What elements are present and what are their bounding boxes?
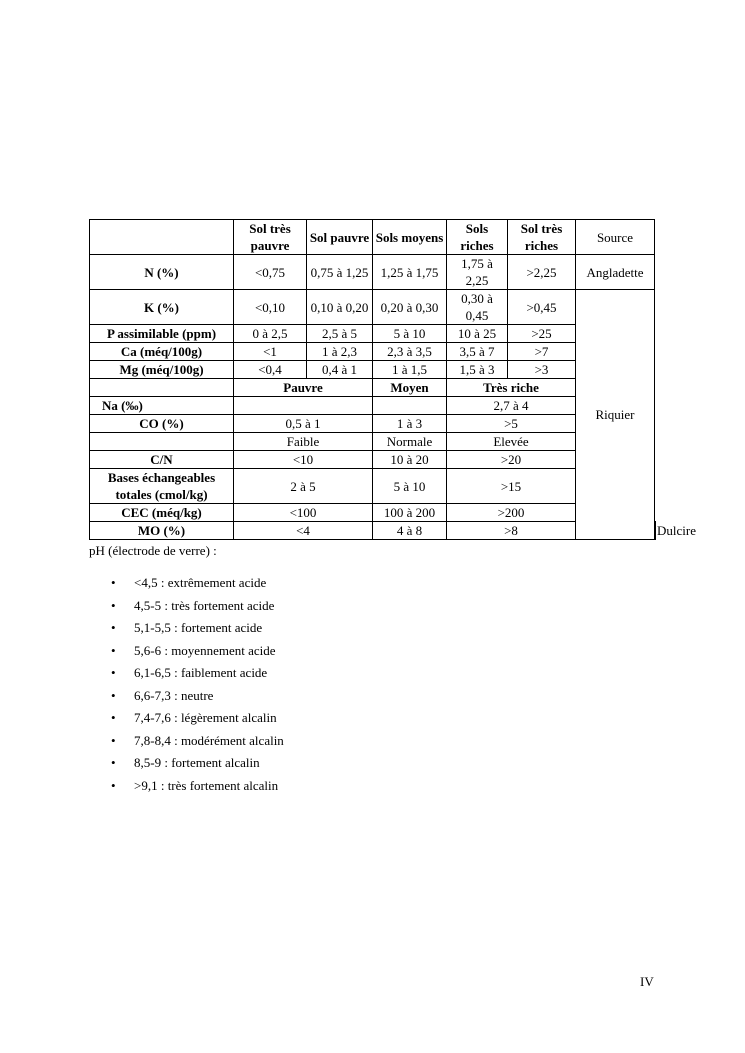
list-item — [111, 709, 284, 732]
bullet-icon: • — [111, 755, 116, 770]
subheader-pauvre: Pauvre — [234, 379, 373, 397]
row-label-bases: Bases échangeables totales (cmol/kg) — [90, 469, 234, 504]
subheader-tres-riche: Très riche — [447, 379, 576, 397]
ph-title: pH (électrode de verre) : — [89, 543, 217, 558]
table-subheader-row — [90, 379, 656, 397]
row-label-k: K (%) — [90, 290, 234, 325]
table-row-cn — [90, 451, 656, 469]
list-item-text: 6,1-6,5 : faiblement acide — [134, 665, 268, 680]
table-row-co — [90, 415, 656, 433]
list-item — [111, 687, 284, 710]
list-item — [111, 642, 284, 665]
cell: 3,5 à 7 — [447, 343, 508, 361]
cell: 1 à 2,3 — [307, 343, 373, 361]
bullet-icon: • — [111, 665, 116, 680]
table-row-na — [90, 397, 656, 415]
cell: 1,5 à 3 — [447, 361, 508, 379]
cell — [373, 397, 447, 415]
cell: >200 — [447, 504, 576, 522]
row-label-cec: CEC (méq/kg) — [90, 504, 234, 522]
cell: 1 à 1,5 — [373, 361, 447, 379]
soil-fertility-table — [89, 219, 696, 540]
cell: 0,30 à 0,45 — [447, 290, 508, 325]
cell: 2,3 à 3,5 — [373, 343, 447, 361]
cell: 10 à 25 — [447, 325, 508, 343]
table-row-mg — [90, 361, 656, 379]
cell — [234, 397, 373, 415]
row-label-na: Na (‰) — [90, 397, 234, 415]
cell: 100 à 200 — [373, 504, 447, 522]
cell: >3 — [508, 361, 576, 379]
list-item-text: 7,8-8,4 : modérément alcalin — [134, 732, 284, 748]
table-row-p — [90, 325, 656, 343]
table-row-ca — [90, 343, 656, 361]
cell: 2 à 5 — [234, 469, 373, 504]
row-label-cn: C/N — [90, 451, 234, 469]
cell: 0,20 à 0,30 — [373, 290, 447, 325]
row-label-n: N (%) — [90, 255, 234, 290]
cell: 0,10 à 0,20 — [307, 290, 373, 325]
cell: <1 — [234, 343, 307, 361]
cell: 0,75 à 1,25 — [307, 255, 373, 290]
row-label-ca: Ca (méq/100g) — [90, 343, 234, 361]
ph-list — [111, 574, 284, 799]
header-sols-moyens: Sols moyens — [373, 220, 447, 255]
bullet-icon: • — [111, 710, 116, 725]
subheader2-faible: Faible — [234, 433, 373, 451]
cell: >0,45 — [508, 290, 576, 325]
list-item-text: 8,5-9 : fortement alcalin — [134, 755, 260, 770]
cell: <0,10 — [234, 290, 307, 325]
bullet-icon: • — [111, 687, 116, 703]
row-label-mg: Mg (méq/100g) — [90, 361, 234, 379]
table-row-cec — [90, 504, 656, 522]
list-item — [111, 777, 284, 800]
list-item-text: 6,6-7,3 : neutre — [134, 687, 214, 703]
cell: 0,5 à 1 — [234, 415, 373, 433]
page-number: IV — [640, 974, 654, 989]
table-row-mo — [90, 522, 656, 540]
cell: 10 à 20 — [373, 451, 447, 469]
cell: 1 à 3 — [373, 415, 447, 433]
list-item — [111, 574, 284, 597]
cell: >20 — [447, 451, 576, 469]
list-item — [111, 732, 284, 755]
list-item-text: 7,4-7,6 : légèrement alcalin — [134, 710, 277, 725]
subheader-empty-cell — [90, 379, 234, 397]
bullet-icon: • — [111, 642, 116, 658]
bullet-icon: • — [111, 575, 116, 590]
list-item-text: <4,5 : extrêmement acide — [134, 575, 267, 590]
cell: 5 à 10 — [373, 469, 447, 504]
row-label-mo: MO (%) — [90, 522, 234, 540]
cell: 2,5 à 5 — [307, 325, 373, 343]
cell: 2,7 à 4 — [447, 397, 576, 415]
cell: >15 — [447, 469, 576, 504]
header-sols-riches: Sols riches — [447, 220, 508, 255]
cell: 4 à 8 — [373, 522, 447, 540]
header-empty-cell — [90, 220, 234, 255]
header-sol-tres-pauvre: Sol très pauvre — [234, 220, 307, 255]
cell: <100 — [234, 504, 373, 522]
table-row-bases — [90, 469, 656, 504]
list-item — [111, 597, 284, 620]
bullet-icon: • — [111, 777, 116, 793]
source-dulcire: Dulcire — [655, 522, 656, 540]
table-row-k — [90, 290, 656, 325]
list-item — [111, 754, 284, 777]
list-item-text: 5,6-6 : moyennement acide — [134, 642, 276, 658]
subheader2-elevee: Elevée — [447, 433, 576, 451]
bullet-icon: • — [111, 597, 116, 613]
cell: >7 — [508, 343, 576, 361]
source-angladette: Angladette — [576, 255, 655, 290]
list-item-text: 4,5-5 : très fortement acide — [134, 597, 275, 613]
row-label-p: P assimilable (ppm) — [90, 325, 234, 343]
list-item — [111, 619, 284, 642]
subheader2-normale: Normale — [373, 433, 447, 451]
cell: >25 — [508, 325, 576, 343]
row-label-co: CO (%) — [90, 415, 234, 433]
cell: 1,75 à 2,25 — [447, 255, 508, 290]
source-riquier: Riquier — [576, 290, 655, 540]
bullet-icon: • — [111, 732, 116, 748]
list-item-text: >9,1 : très fortement alcalin — [134, 777, 279, 793]
cell: >2,25 — [508, 255, 576, 290]
cell: <0,75 — [234, 255, 307, 290]
header-sol-pauvre: Sol pauvre — [307, 220, 373, 255]
cell: <10 — [234, 451, 373, 469]
header-sol-tres-riches: Sol très riches — [508, 220, 576, 255]
list-item — [111, 664, 284, 687]
cell: >8 — [447, 522, 576, 540]
table-row-n — [90, 255, 656, 290]
table-header-row — [90, 220, 656, 255]
cell: >5 — [447, 415, 576, 433]
cell: 0 à 2,5 — [234, 325, 307, 343]
cell: 1,25 à 1,75 — [373, 255, 447, 290]
header-source: Source — [576, 220, 655, 255]
cell: <0,4 — [234, 361, 307, 379]
cell: <4 — [234, 522, 373, 540]
cell: 0,4 à 1 — [307, 361, 373, 379]
list-item-text: 5,1-5,5 : fortement acide — [134, 620, 263, 635]
cell: 5 à 10 — [373, 325, 447, 343]
bullet-icon: • — [111, 620, 116, 635]
subheader-moyen: Moyen — [373, 379, 447, 397]
table-subheader2-row — [90, 433, 656, 451]
subheader2-empty-cell — [90, 433, 234, 451]
